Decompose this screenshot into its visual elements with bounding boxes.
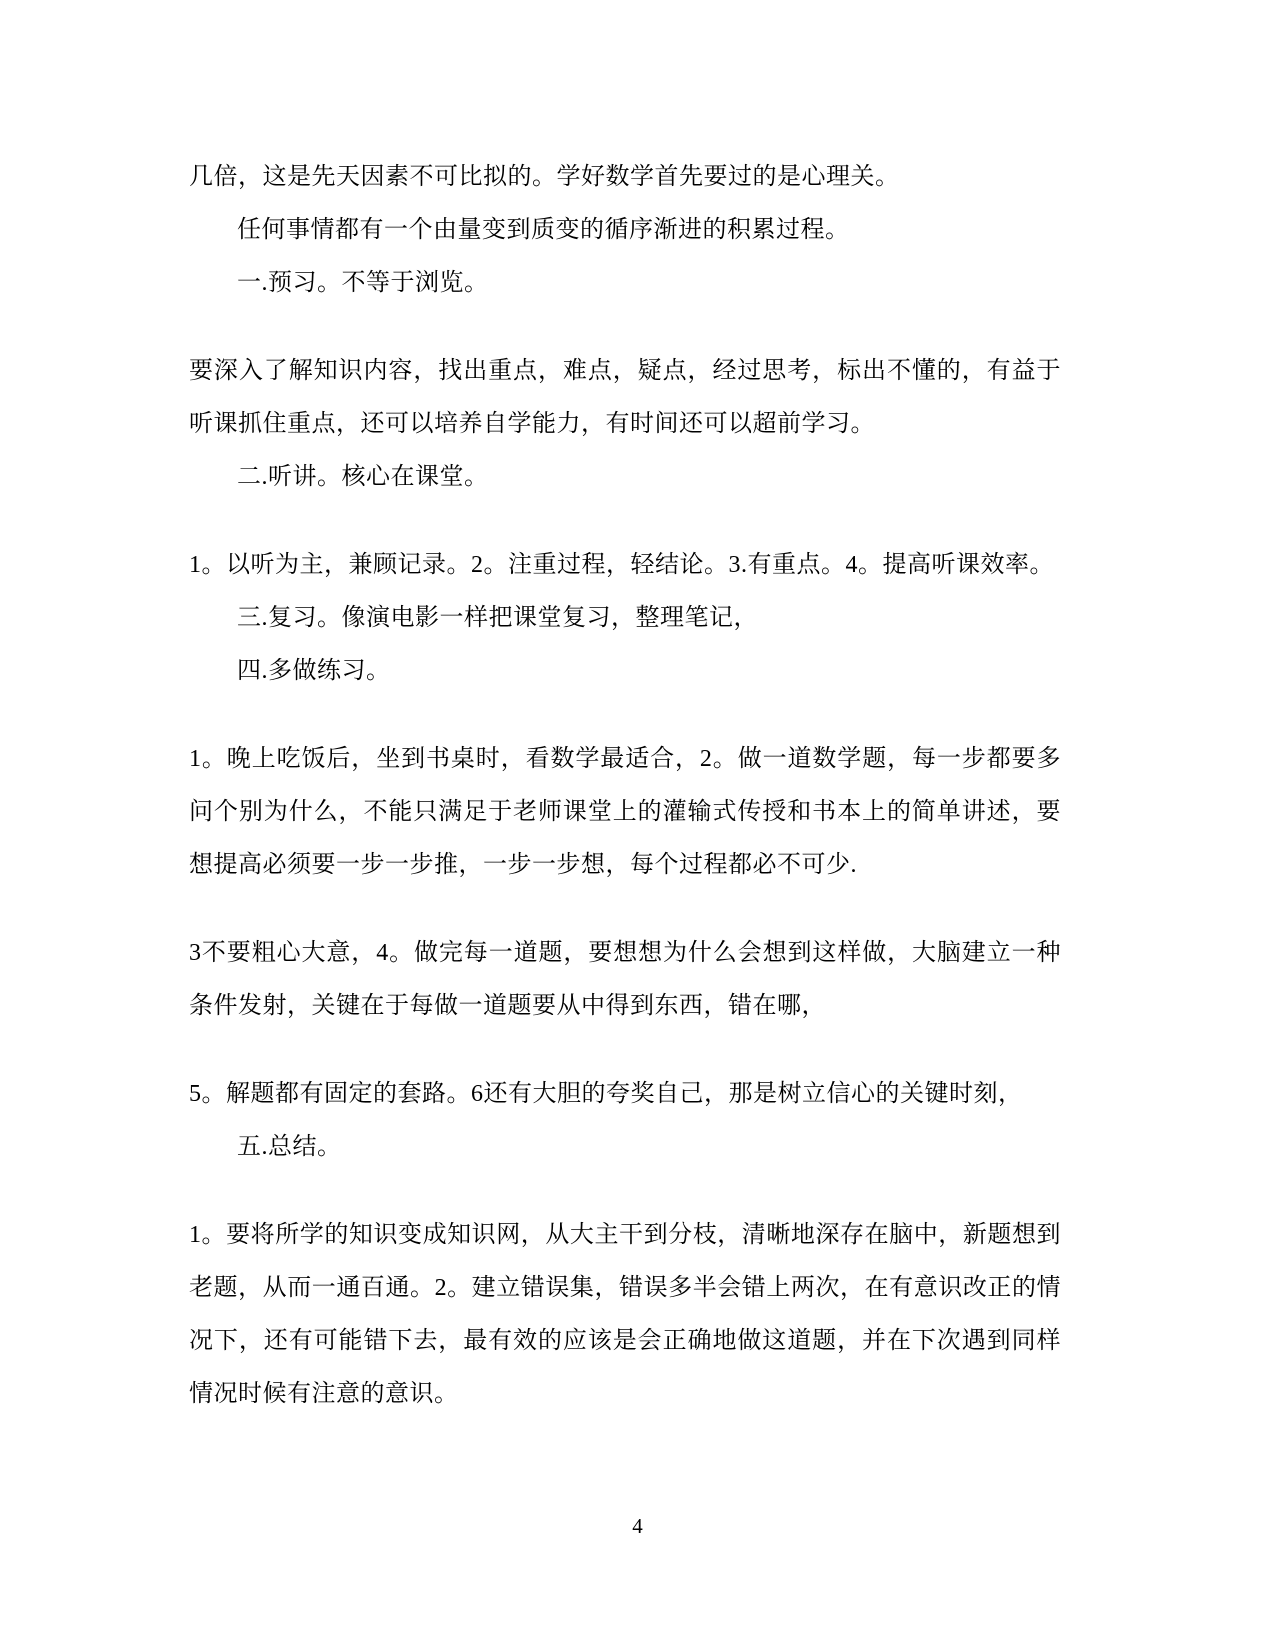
document-body xyxy=(189,151,1061,1421)
paragraph: 3不要粗心大意，4。做完每一道题，要想想为什么会想到这样做，大脑建立一种条件发射，关键在于每做一道题要从中得到东西，错在哪， xyxy=(189,940,1061,1019)
paragraph: 5。解题都有固定的套路。6还有大胆的夸奖自己，那是树立信心的关键时刻， xyxy=(189,1081,1023,1107)
paragraph: 五.总结。 xyxy=(237,1134,342,1160)
paragraph: 三.复习。像演电影一样把课堂复习，整理笔记， xyxy=(237,605,758,631)
paragraph: 一.预习。不等于浏览。 xyxy=(237,270,489,296)
page-number: 4 xyxy=(632,1514,643,1538)
paragraph: 四.多做练习。 xyxy=(237,658,391,684)
paragraph: 任何事情都有一个由量变到质变的循序渐进的积累过程。 xyxy=(237,217,850,243)
paragraph: 要深入了解知识内容，找出重点，难点，疑点，经过思考，标出不懂的，有益于听课抓住重点，还可以培养自学能力，有时间还可以超前学习。 xyxy=(189,358,1061,437)
page-footer xyxy=(0,1512,1275,1540)
paragraph: 1。晚上吃饭后，坐到书桌时，看数学最适合，2。做一道数学题，每一步都要多问个别为什么，不能只满足于老师课堂上的灌输式传授和书本上的简单讲述，要想提高必须要一步一步推，一步一步想，每个过程都必不可少. xyxy=(189,746,1061,878)
paragraph: 1。要将所学的知识变成知识网，从大主干到分枝，清晰地深存在脑中，新题想到老题，从而一通百通。2。建立错误集，错误多半会错上两次，在有意识改正的情况下，还有可能错下去，最有效的应该是会正确地做这道题，并在下次遇到同样情况时候有注意的意识。 xyxy=(189,1222,1061,1407)
paragraph: 二.听讲。核心在课堂。 xyxy=(237,464,489,490)
paragraph: 1。以听为主，兼顾记录。2。注重过程，轻结论。3.有重点。4。提高听课效率。 xyxy=(189,552,1054,578)
paragraph: 几倍，这是先天因素不可比拟的。学好数学首先要过的是心理关。 xyxy=(189,164,900,190)
